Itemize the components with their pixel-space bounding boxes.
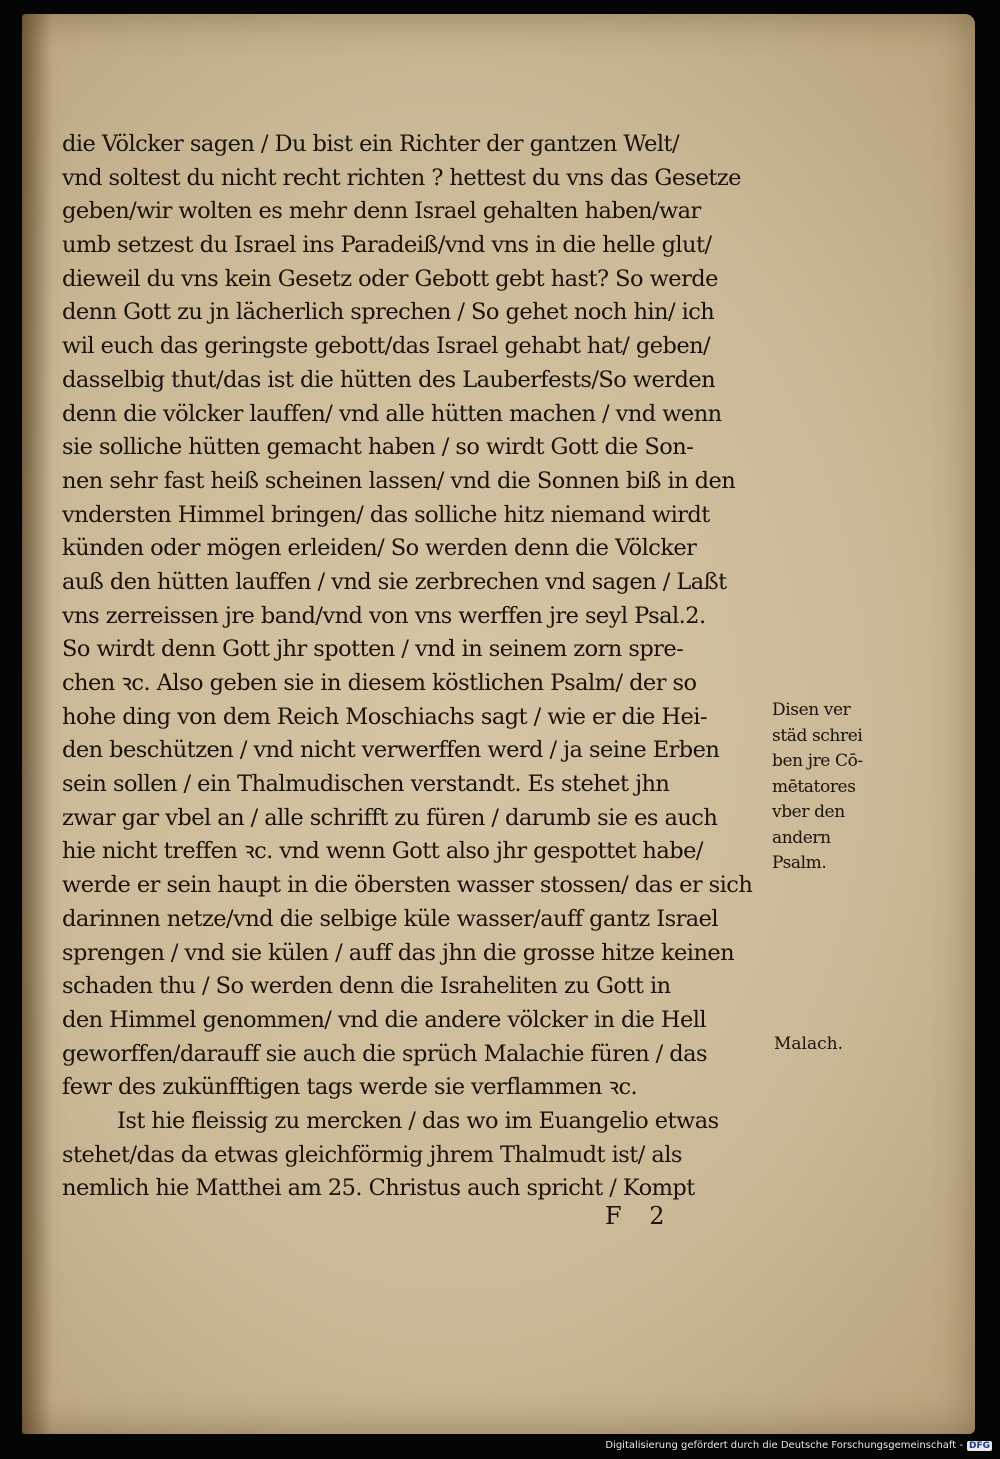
text-line: chen ꝛc. Also geben sie in diesem köstlichen Psalm/ der so: [62, 670, 697, 696]
page-gutter-shadow: [22, 14, 52, 1434]
text-line: geworffen/darauff sie auch die sprüch Malachie füren / das: [62, 1040, 708, 1067]
text-line: künden oder mögen erleiden/ So werden denn die Völcker: [62, 535, 697, 562]
text-line: den beschützen / vnd nicht verwerffen werd / ja seine Erben: [62, 737, 720, 764]
text-line: dieweil du vns kein Gesetz oder Gebott gebt hast? So werde: [62, 265, 718, 292]
dfg-logo: DFG: [968, 1440, 990, 1451]
text-line: denn die völcker lauffen/ vnd alle hütten machen / vnd wenn: [62, 400, 722, 427]
margin-note-line: städ schrei: [772, 725, 863, 746]
text-line: den Himmel genommen/ vnd die andere völcker in die Hell: [62, 1006, 707, 1033]
text-line: sein sollen / ein Thalmudischen verstandt. Es stehet jhn: [62, 771, 670, 798]
text-line: dasselbig thut/das ist die hütten des Lauberfests/So werden: [62, 366, 716, 393]
text-line: hie nicht treffen ꝛc. vnd wenn Gott also jhr gespottet habe/: [62, 838, 703, 865]
signature-mark: F 2: [605, 1202, 675, 1230]
text-line: vndersten Himmel bringen/ das solliche hitz niemand wirdt: [62, 501, 710, 528]
text-line: fewr des zukünfftigen tags werde sie verflammen ꝛc.: [62, 1074, 638, 1101]
text-line: werde er sein haupt in die öbersten wasser stossen/ das er sich: [62, 872, 753, 899]
footer-credit: Digitalisierung gefördert durch die Deutsche Forschungsgemeinschaft -: [605, 1440, 963, 1451]
margin-reference-malachi: Malach.: [774, 1034, 843, 1054]
text-line: sie solliche hütten gemacht haben / so wirdt Gott die Son-: [62, 434, 694, 461]
text-line: hohe ding von dem Reich Moschiachs sagt / wie er die Hei-: [62, 703, 707, 730]
text-line: So wirdt denn Gott jhr spotten / vnd in seinem zorn spre-: [62, 636, 684, 663]
text-line: geben/wir wolten es mehr denn Israel gehalten haben/war: [62, 198, 701, 225]
text-line: die Völcker sagen / Du bist ein Richter der gantzen Welt/: [62, 131, 680, 157]
text-line: schaden thu / So werden denn die Israheliten zu Gott in: [62, 973, 671, 1000]
margin-note-line: ben jre Cō-: [772, 751, 863, 771]
text-line: stehet/das da etwas gleichförmig jhrem Thalmudt ist/ als: [62, 1141, 682, 1168]
text-line: nen sehr fast heiß scheinen lassen/ vnd die Sonnen biß in den: [62, 467, 736, 494]
text-line: denn Gott zu jn lächerlich sprechen / So gehet noch hin/ ich: [62, 299, 715, 326]
text-line: sprengen / vnd sie külen / auff das jhn die grosse hitze keinen: [62, 939, 735, 966]
text-line: auß den hütten lauffen / vnd sie zerbrechen vnd sagen / Laßt: [62, 568, 727, 595]
margin-note-line: mētatores: [772, 776, 856, 797]
text-line: nemlich hie Matthei am 25. Christus auch spricht / Kompt: [62, 1175, 695, 1202]
margin-note-line: vber den: [772, 802, 845, 822]
main-text-block: [62, 128, 782, 1206]
text-line: vnd soltest du nicht recht richten ? hettest du vns das Gesetze: [62, 164, 741, 191]
paragraph-start-line: Ist hie fleissig zu mercken / das wo im Euangelio etwas: [117, 1107, 719, 1134]
margin-note-line: Disen ver: [772, 700, 851, 720]
book-page: [22, 14, 975, 1434]
text-line: umb setzest du Israel ins Paradeiß/vnd vns in die helle glut/: [62, 232, 712, 259]
text-line: wil euch das geringste gebott/das Israel gehabt hat/ geben/: [62, 333, 711, 360]
digitization-footer: [605, 1440, 992, 1451]
text-line: zwar gar vbel an / alle schrifft zu füren / darumb sie es auch: [62, 804, 718, 831]
margin-note-line: Psalm.: [772, 853, 827, 873]
margin-note: [772, 698, 912, 877]
margin-note-line: andern: [772, 827, 831, 848]
text-line: darinnen netze/vnd die selbige küle wasser/auff gantz Israel: [62, 905, 719, 932]
text-line: vns zerreissen jre band/vnd von vns werffen jre seyl Psal.2.: [62, 602, 706, 629]
